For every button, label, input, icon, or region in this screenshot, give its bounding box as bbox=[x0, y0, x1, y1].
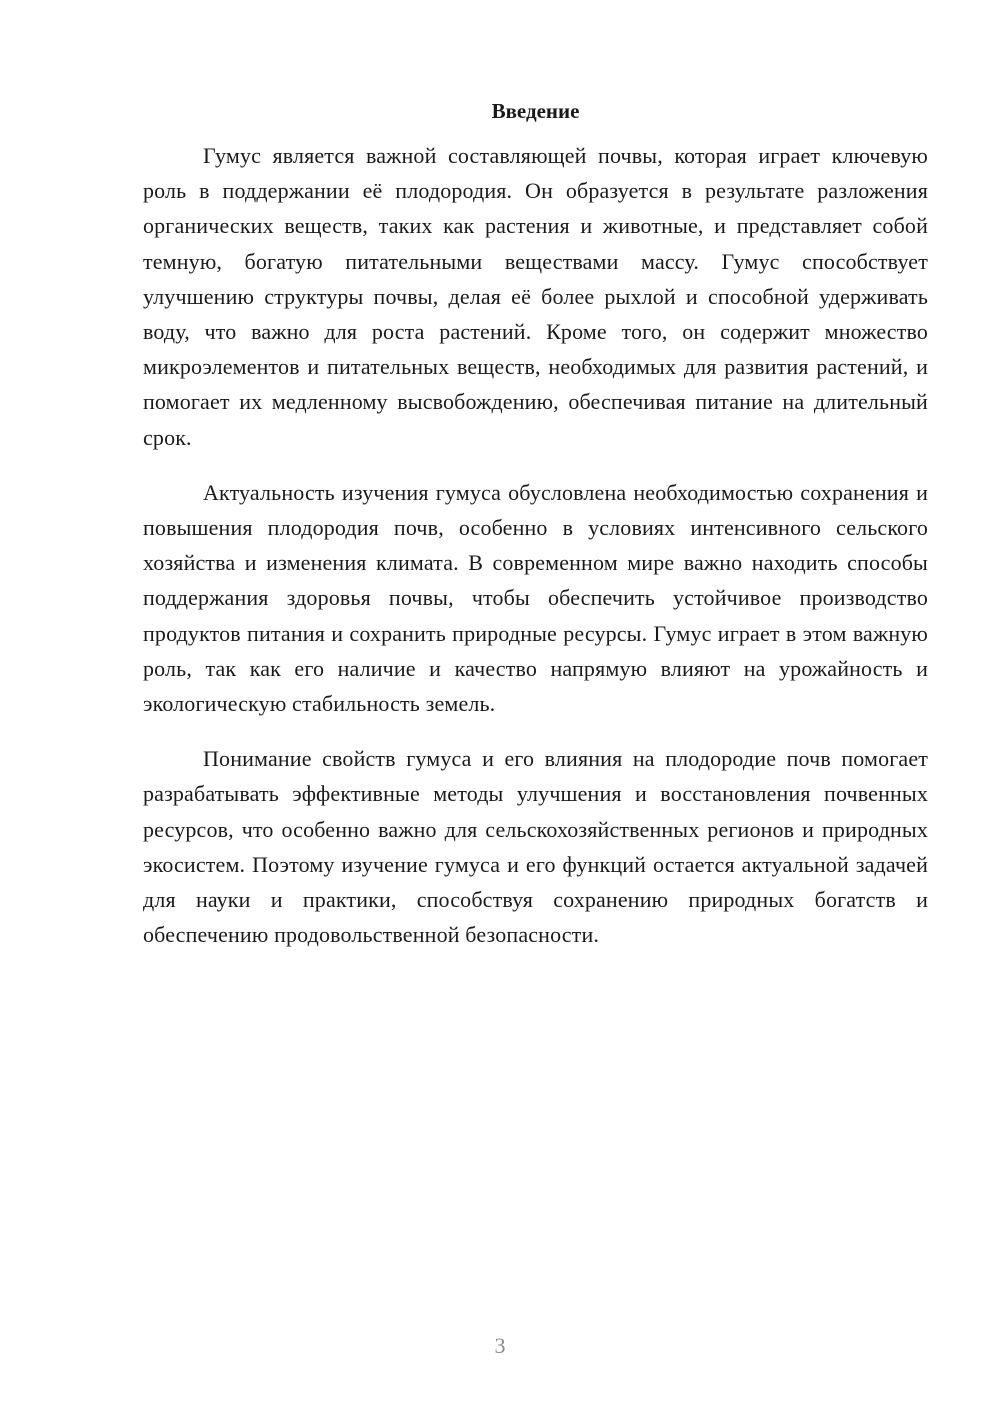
paragraph-1: Гумус является важной составляющей почвы, которая играет ключевую роль в поддержании её плодородия. Он образуется в результате разложения органических веществ, таких как растения и животные, и представляет собой темную, богатую питательными веществами массу. Гумус способствует улучшению структуры почвы, делая её более рыхлой и способной удерживать воду, что важно для роста растений. Кроме того, он содержит множество микроэлементов и питательных веществ, необходимых для развития растений, и помогает их медленному высвобождению, обеспечивая питание на длительный срок. bbox=[143, 143, 928, 450]
paragraph-2: Актуальность изучения гумуса обусловлена необходимостью сохранения и повышения плодородия почв, особенно в условиях интенсивного сельского хозяйства и изменения климата. В современном мире важно находить способы поддержания здоровья почвы, чтобы обеспечить устойчивое производство продуктов питания и сохранить природные ресурсы. Гумус играет в этом важную роль, так как его наличие и качество напрямую влияют на урожайность и экологическую стабильность земель. bbox=[143, 479, 928, 717]
paragraph-3: Понимание свойств гумуса и его влияния на плодородие почв помогает разрабатывать эффективные методы улучшения и восстановления почвенных ресурсов, что особенно важно для сельскохозяйственных регионов и природных экосистем. Поэтому изучение гумуса и его функций остается актуальной задачей для науки и практики, способствуя сохранению природных богатств и обеспечению продовольственной безопасности. bbox=[143, 746, 928, 948]
page-number: 3 bbox=[494, 1333, 506, 1358]
document-page bbox=[143, 96, 928, 972]
section-heading: Введение bbox=[491, 99, 580, 123]
